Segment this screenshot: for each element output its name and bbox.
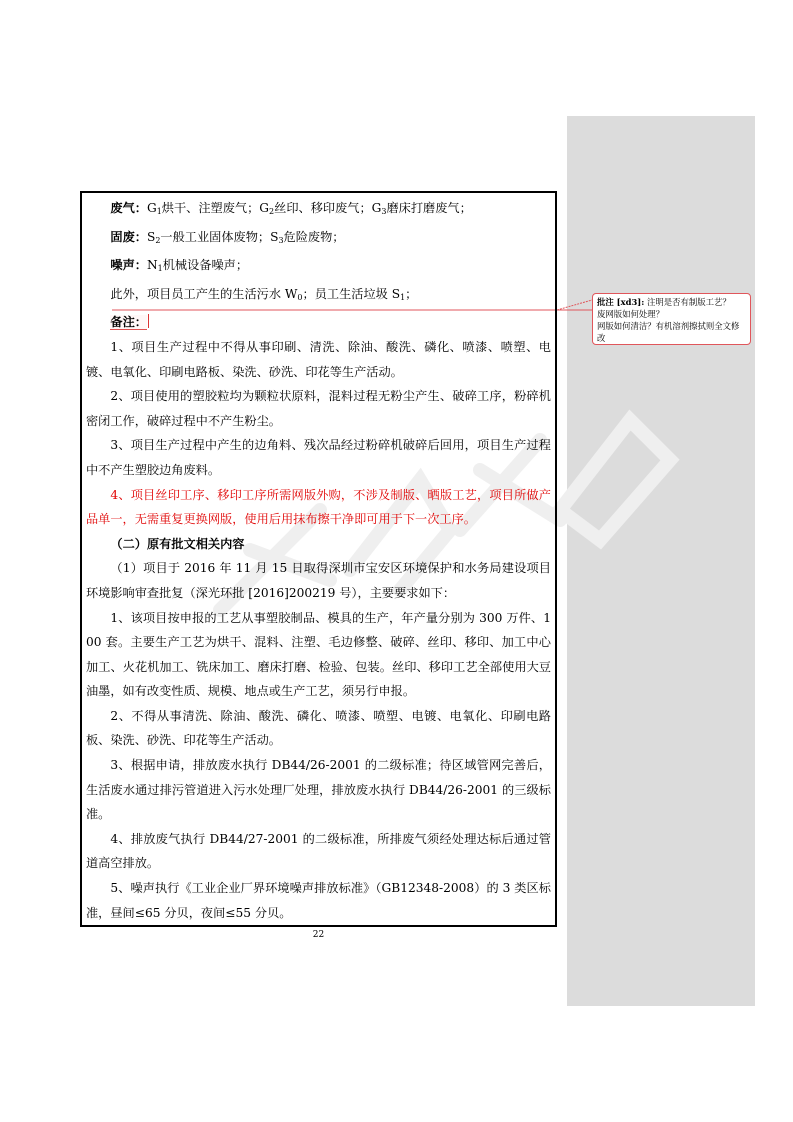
text-cursor xyxy=(148,314,149,328)
note-1: 1、项目生产过程中不得从事印刷、清洗、除油、酸洗、磷化、喷漆、喷塑、电镀、电氧化、印刷电路板、染洗、砂洗、印花等生产活动。 xyxy=(86,339,551,379)
other-text: 此外，项目员工产生的生活污水 W xyxy=(110,286,298,301)
solid-waste-line xyxy=(86,225,551,254)
noise-text: 机械设备噪声； xyxy=(162,258,249,273)
noise-line xyxy=(86,253,551,282)
other-text: ；员工生活垃圾 S xyxy=(302,286,401,301)
gas-text: G xyxy=(146,201,157,215)
note-heading-line xyxy=(86,310,551,335)
comment-line-1: 注明是否有制版工艺？ xyxy=(647,297,731,307)
approval-intro: （1）项目于 2016 年 11 月 15 日取得深圳市宝安区环境保护和水务局建设项目环境影响审查批复（深光环批 [2016]200219 号），主要要求如下： xyxy=(86,561,551,600)
comment-author: 批注 [xd3]: xyxy=(597,297,645,307)
noise-text: N xyxy=(146,258,158,273)
solid-text: 一般工业固体废物；S xyxy=(160,229,279,244)
page-number: 22 xyxy=(312,930,325,940)
noise-label: 噪声： xyxy=(110,258,147,273)
gas-sub: 2 xyxy=(269,207,275,216)
document-table-cell xyxy=(80,191,557,927)
note-label[interactable]: 备注： xyxy=(110,315,147,330)
section-heading-text: （二）原有批文相关内容 xyxy=(110,536,245,551)
solid-label: 固废： xyxy=(110,229,147,244)
section-heading xyxy=(86,532,551,557)
requirement-3: 3、根据申请，排放废水执行 DB44/26-2001 的二级标准；待区域管网完善后，生活废水通过排污管道进入污水处理厂处理，排放废水执行 DB44/26-2001 的三级标准。 xyxy=(86,758,551,822)
other-waste-line xyxy=(86,282,551,311)
comment-line-3: 网版如何清洁？有机溶剂擦拭则全文修改 xyxy=(597,321,740,343)
note-2: 2、项目使用的塑胶粒均为颗粒状原料，混料过程无粉尘产生、破碎工序，粉碎机密闭工作，破碎过程中不产生粉尘。 xyxy=(86,389,551,428)
gas-sub: 3 xyxy=(381,207,387,216)
other-sub: 0 xyxy=(297,292,303,302)
solid-sub: 3 xyxy=(278,235,284,245)
other-sub: 1 xyxy=(400,292,406,302)
note-3: 3、项目生产过程中产生的边角料、残次品经过粉碎机破碎后回用，项目生产过程中不产生塑胶边角废料。 xyxy=(86,438,551,477)
requirement-6 xyxy=(86,925,551,927)
gas-sub: 1 xyxy=(156,207,162,216)
solid-text: 危险废物； xyxy=(283,229,345,244)
gas-label: 废气： xyxy=(110,201,147,215)
solid-sub: 2 xyxy=(155,235,161,245)
requirement-2: 2、不得从事清洗、除油、酸洗、磷化、喷漆、喷塑、电镀、电氧化、印刷电路板、染洗、砂洗、印花等生产活动。 xyxy=(86,708,551,748)
requirement-5: 5、噪声执行《工业企业厂界环境噪声排放标准》（GB12348-2008）的 3 类区标准，昼间≤65 分贝，夜间≤55 分贝。 xyxy=(86,881,551,920)
note-4-revised: 4、项目丝印工序、移印工序所需网版外购，不涉及制版、晒版工艺，项目所做产品单一，无需重复更换网版，使用后用抹布擦干净即可用于下一次工序。 xyxy=(86,487,551,527)
gas-text: 磨床打磨废气； xyxy=(386,201,472,215)
comment-line-2: 废网版如何处理？ xyxy=(597,309,664,319)
requirement-4: 4、排放废气执行 DB44/27-2001 的二级标准，所排废气须经处理达标后通过管道高空排放。 xyxy=(86,831,551,871)
gas-text: 丝印、移印废气；G xyxy=(274,201,382,215)
comment-balloon[interactable] xyxy=(592,293,751,345)
gas-text: 烘干、注塑废气；G xyxy=(161,201,270,215)
solid-text: S xyxy=(146,229,156,244)
emissions-gas-line xyxy=(86,196,551,225)
requirement-1: 1、该项目按申报的工艺从事塑胶制品、模具的生产，年产量分别为 300 万件、100 套。主要生产工艺为烘干、混料、注塑、毛边修整、破碎、丝印、移印、加工中心加工、火花机加工、铣床加工、磨床打磨、检验、包装。丝印、移印工艺全部使用大豆油墨，如有改变性质、规模、地点或生产工艺，须另行申报。 xyxy=(86,610,551,699)
noise-sub: 1 xyxy=(157,264,163,274)
other-text: ； xyxy=(405,286,418,301)
